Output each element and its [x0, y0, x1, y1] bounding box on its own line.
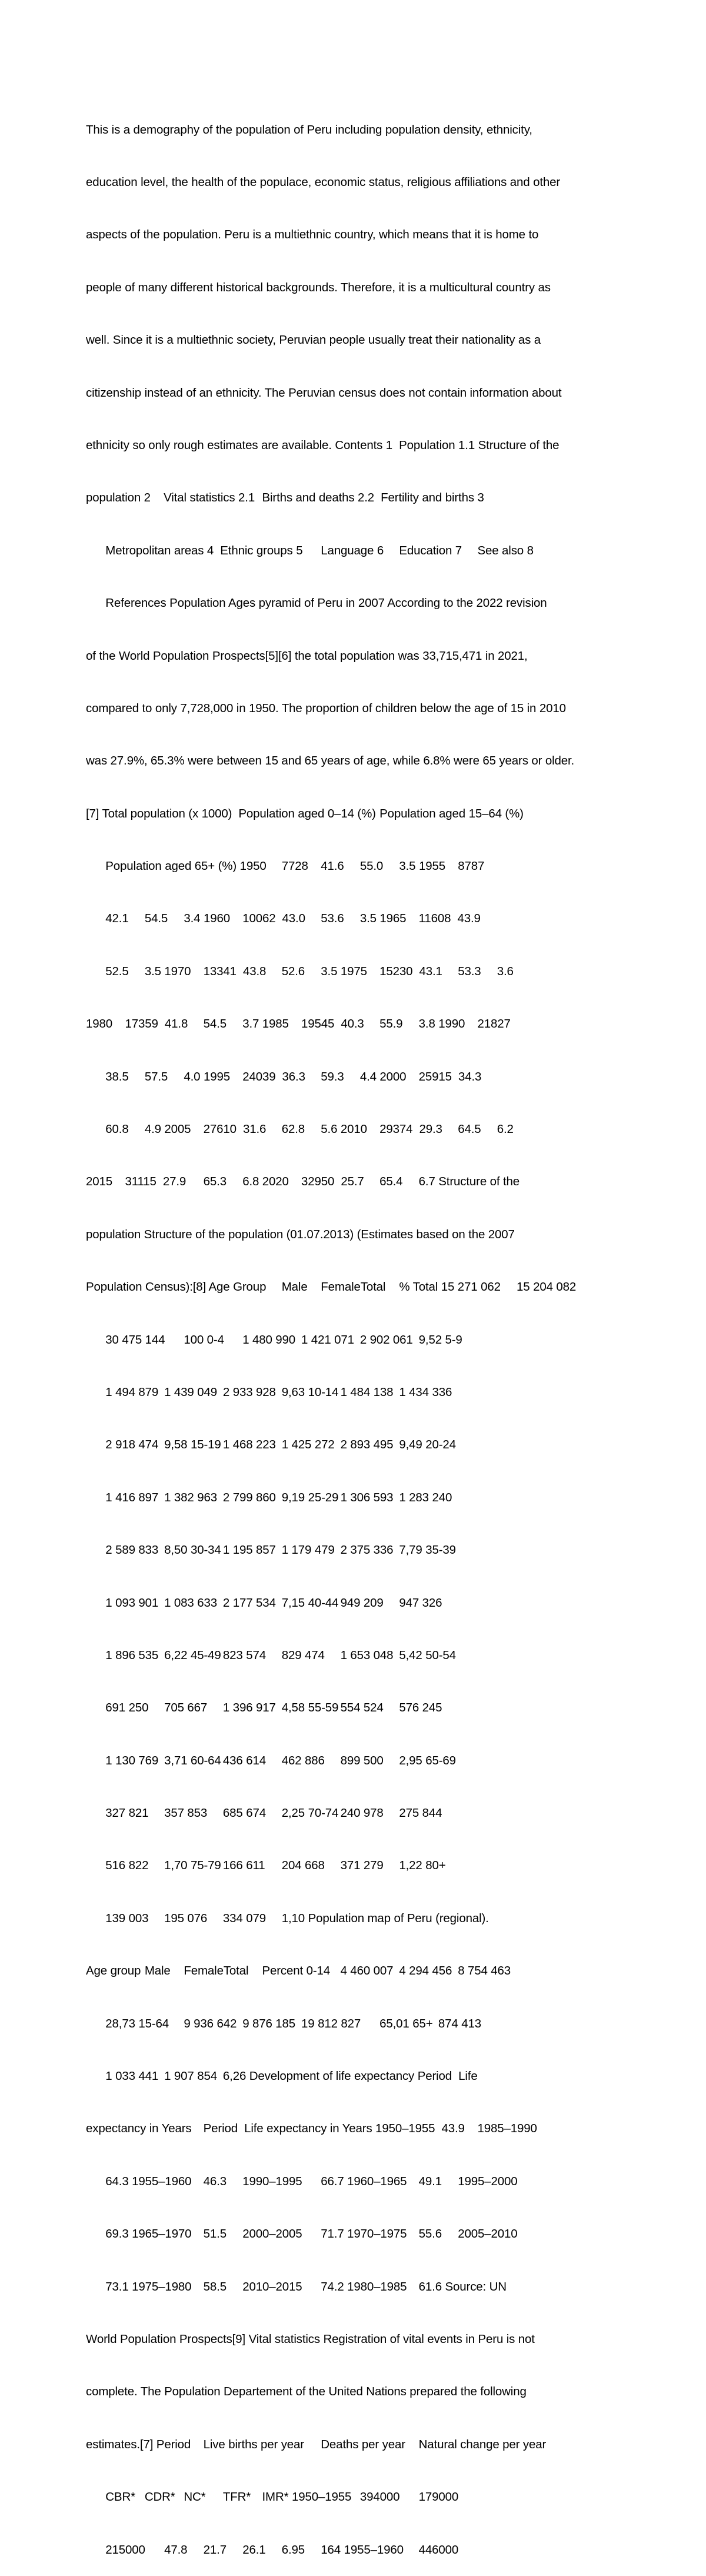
- text-line: This is a demography of the population of Peru including population density, ethnicity,: [86, 122, 532, 137]
- text-line: Population Census):[8] Age Group Male FemaleTotal % Total 15 271 062 15 204 082: [86, 1280, 577, 1294]
- text-line: 2 589 833 8,50 30-34 1 195 857 1 179 479 2 375 336 7,79 35-39: [86, 1543, 456, 1557]
- text-line: 2 918 474 9,58 15-19 1 468 223 1 425 272 2 893 495 9,49 20-24: [86, 1438, 456, 1452]
- text-line: [7] Total population (x 1000) Population aged 0–14 (%) Population aged 15–64 (%): [86, 806, 524, 820]
- text-line: 1 896 535 6,22 45-49 823 574 829 474 1 653 048 5,42 50-54: [86, 1648, 456, 1662]
- text-line: 42.1 54.5 3.4 1960 10062 43.0 53.6 3.5 1965 11608 43.9: [86, 912, 481, 926]
- text-line: people of many different historical backgrounds. Therefore, it is a multicultural country as: [86, 280, 551, 294]
- text-line: 73.1 1975–1980 58.5 2010–2015 74.2 1980–1985 61.6 Source: UN: [86, 2279, 507, 2294]
- text-line: ethnicity so only rough estimates are available. Contents 1 Population 1.1 Structure of the: [86, 438, 560, 452]
- text-line: 1 130 769 3,71 60-64 436 614 462 886 899 500 2,95 65-69: [86, 1753, 456, 1767]
- text-line: Age group Male FemaleTotal Percent 0-14 4 460 007 4 294 456 8 754 463: [86, 1964, 511, 1978]
- text-line: 1 494 879 1 439 049 2 933 928 9,63 10-14 1 484 138 1 434 336: [86, 1385, 452, 1399]
- text-line: 215000 47.8 21.7 26.1 6.95 164 1955–1960 446000: [86, 2542, 459, 2557]
- text-line: education level, the health of the populace, economic status, religious affiliations and other: [86, 175, 561, 189]
- text-line: population Structure of the population (01.07.2013) (Estimates based on the 2007: [86, 1227, 515, 1241]
- text-line: 60.8 4.9 2005 27610 31.6 62.8 5.6 2010 29374 29.3 64.5 6.2: [86, 1122, 514, 1136]
- text-line: 69.3 1965–1970 51.5 2000–2005 71.7 1970–1975 55.6 2005–2010: [86, 2227, 518, 2241]
- text-line: 30 475 144 100 0-4 1 480 990 1 421 071 2 902 061 9,52 5-9: [86, 1332, 462, 1347]
- text-line: Metropolitan areas 4 Ethnic groups 5 Language 6 Education 7 See also 8: [86, 543, 534, 557]
- text-line: 1 033 441 1 907 854 6,26 Development of life expectancy Period Life: [86, 2069, 478, 2083]
- text-line: World Population Prospects[9] Vital statistics Registration of vital events in Peru is not: [86, 2332, 535, 2346]
- text-line: 691 250 705 667 1 396 917 4,58 55-59 554 524 576 245: [86, 1701, 442, 1715]
- text-line: 38.5 57.5 4.0 1995 24039 36.3 59.3 4.4 2000 25915 34.3: [86, 1069, 482, 1083]
- text-line: citizenship instead of an ethnicity. The Peruvian census does not contain information about: [86, 385, 562, 400]
- text-line: complete. The Population Departement of the United Nations prepared the following: [86, 2385, 527, 2399]
- text-line: compared to only 7,728,000 in 1950. The proportion of children below the age of 15 in 2010: [86, 701, 566, 715]
- text-line: 28,73 15-64 9 936 642 9 876 185 19 812 827 65,01 65+ 874 413: [86, 2016, 481, 2030]
- text-line: Population aged 65+ (%) 1950 7728 41.6 55.0 3.5 1955 8787: [86, 859, 485, 873]
- text-line: 52.5 3.5 1970 13341 43.8 52.6 3.5 1975 15230 43.1 53.3 3.6: [86, 964, 514, 978]
- text-line: 327 821 357 853 685 674 2,25 70-74 240 978 275 844: [86, 1806, 442, 1820]
- text-line: aspects of the population. Peru is a multiethnic country, which means that it is home to: [86, 228, 539, 242]
- text-line: 1 093 901 1 083 633 2 177 534 7,15 40-44 949 209 947 326: [86, 1596, 442, 1610]
- text-line: estimates.[7] Period Live births per year Deaths per year Natural change per year: [86, 2437, 547, 2451]
- text-line: 1980 17359 41.8 54.5 3.7 1985 19545 40.3 55.9 3.8 1990 21827: [86, 1017, 511, 1031]
- text-line: CBR* CDR* NC* TFR* IMR* 1950–1955 394000 179000: [86, 2490, 459, 2504]
- text-line: 516 822 1,70 75-79 166 611 204 668 371 279 1,22 80+: [86, 1859, 446, 1873]
- text-line: 2015 31115 27.9 65.3 6.8 2020 32950 25.7 65.4 6.7 Structure of the: [86, 1175, 520, 1189]
- document-body: [86, 86, 633, 2576]
- text-line: 64.3 1955–1960 46.3 1990–1995 66.7 1960–1965 49.1 1995–2000: [86, 2174, 518, 2188]
- text-line: of the World Population Prospects[5][6] the total population was 33,715,471 in 2021,: [86, 649, 528, 663]
- text-line: well. Since it is a multiethnic society, Peruvian people usually treat their nationality as a: [86, 333, 541, 347]
- text-line: was 27.9%, 65.3% were between 15 and 65 years of age, while 6.8% were 65 years or older.: [86, 754, 575, 768]
- text-line: 139 003 195 076 334 079 1,10 Population map of Peru (regional).: [86, 1911, 489, 1925]
- text-line: References Population Ages pyramid of Peru in 2007 According to the 2022 revision: [86, 596, 547, 610]
- text-line: expectancy in Years Period Life expectancy in Years 1950–1955 43.9 1985–1990: [86, 2122, 537, 2136]
- text-line: population 2 Vital statistics 2.1 Births and deaths 2.2 Fertility and births 3: [86, 491, 484, 505]
- text-line: 1 416 897 1 382 963 2 799 860 9,19 25-29 1 306 593 1 283 240: [86, 1490, 452, 1504]
